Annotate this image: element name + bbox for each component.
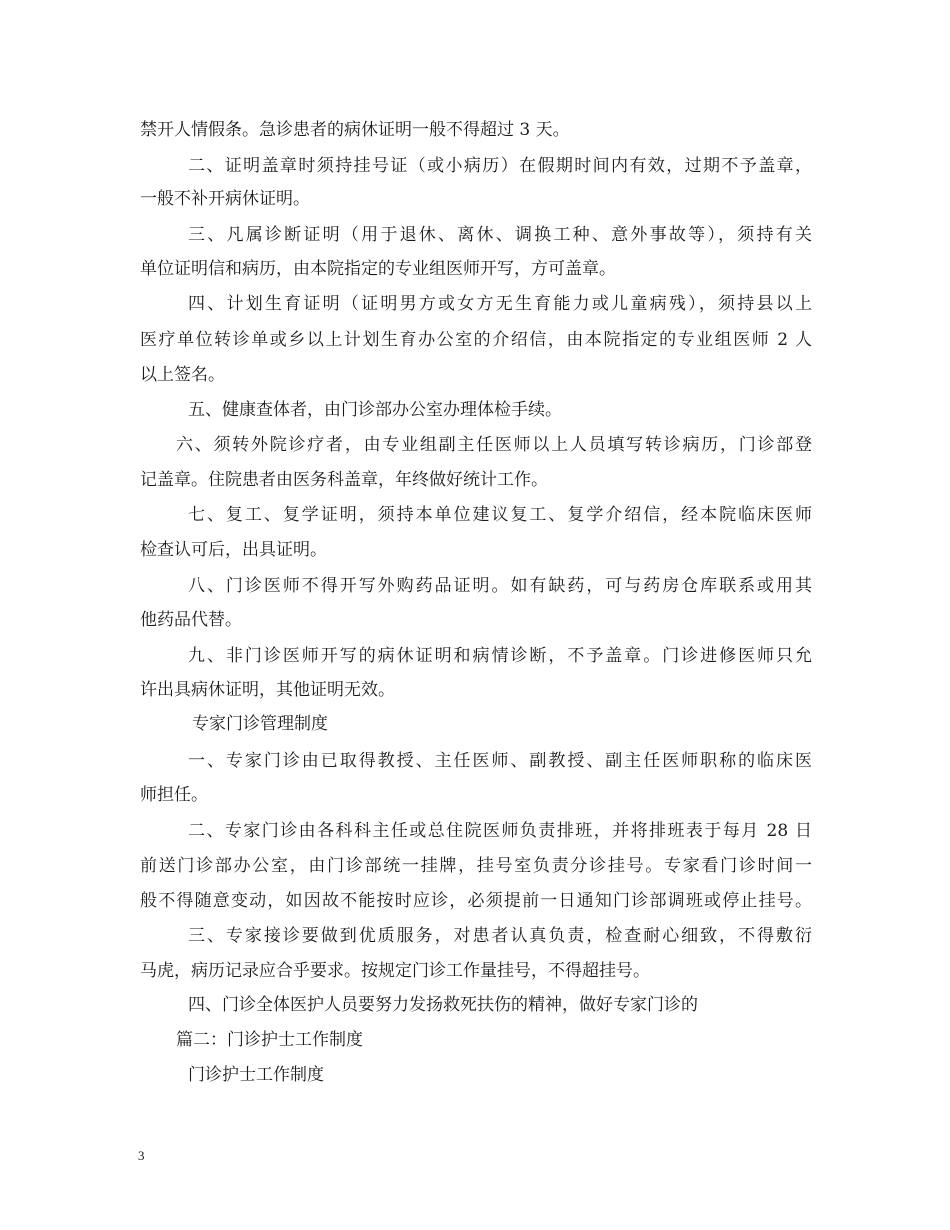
text-line: 三、凡属诊断证明（用于退休、离休、调换工种、意外事故等），须持有关 bbox=[188, 225, 812, 245]
text-line: 记盖章。住院患者由医务科盖章，年终做好统计工作。 bbox=[140, 470, 548, 490]
text-line: 医疗单位转诊单或乡以上计划生育办公室的介绍信，由本院指定的专业组医师 2 人 bbox=[140, 330, 812, 350]
text-line: 师担任。 bbox=[140, 785, 208, 805]
text-line: 七、复工、复学证明，须持本单位建议复工、复学介绍信，经本院临床医师 bbox=[188, 505, 812, 525]
text-line: 八、门诊医师不得开写外购药品证明。如有缺药，可与药房仓库联系或用其 bbox=[188, 576, 812, 596]
text-line: 禁开人情假条。急诊患者的病休证明一般不得超过 3 天。 bbox=[140, 120, 570, 140]
text-line: 四、计划生育证明（证明男方或女方无生育能力或儿童病残），须持县以上 bbox=[188, 294, 812, 314]
section-heading: 门诊护士工作制度 bbox=[188, 1065, 324, 1085]
section-heading: 专家门诊管理制度 bbox=[192, 714, 328, 734]
text-line: 检查认可后，出具证明。 bbox=[140, 540, 327, 560]
text-line: 以上签名。 bbox=[140, 365, 225, 385]
text-line: 许出具病休证明，其他证明无效。 bbox=[140, 680, 395, 700]
text-line: 单位证明信和病历，由本院指定的专业组医师开写，方可盖章。 bbox=[140, 259, 616, 279]
section-heading: 篇二：门诊护士工作制度 bbox=[176, 1030, 363, 1050]
page-number: 3 bbox=[138, 1148, 145, 1163]
text-line: 前送门诊部办公室，由门诊部统一挂牌，挂号室负责分诊挂号。专家看门诊时间一 bbox=[140, 856, 812, 876]
text-line: 他药品代替。 bbox=[140, 610, 242, 630]
text-line: 马虎，病历记录应合乎要求。按规定门诊工作量挂号，不得超挂号。 bbox=[140, 961, 650, 981]
text-line: 五、健康查体者，由门诊部办公室办理体检手续。 bbox=[188, 400, 562, 420]
text-line: 四、门诊全体医护人员要努力发扬救死扶伤的精神，做好专家门诊的 bbox=[188, 995, 698, 1015]
text-line: 一般不补开病休证明。 bbox=[140, 189, 310, 209]
text-line: 一、专家门诊由已取得教授、主任医师、副教授、副主任医师职称的临床医 bbox=[188, 751, 812, 771]
text-line: 六、须转外院诊疗者，由专业组副主任医师以上人员填写转诊病历，门诊部登 bbox=[176, 435, 812, 455]
text-line: 三、专家接诊要做到优质服务，对患者认真负责，检查耐心细致，不得敷衍 bbox=[188, 926, 812, 946]
text-line: 般不得随意变动，如因故不能按时应诊，必须提前一日通知门诊部调班或停止挂号。 bbox=[140, 891, 812, 911]
text-line: 二、证明盖章时须持挂号证（或小病历）在假期时间内有效，过期不予盖章， bbox=[188, 156, 812, 176]
text-line: 二、专家门诊由各科科主任或总住院医师负责排班，并将排班表于每月 28 日 bbox=[188, 821, 812, 841]
text-line: 九、非门诊医师开写的病休证明和病情诊断，不予盖章。门诊进修医师只允 bbox=[188, 646, 812, 666]
